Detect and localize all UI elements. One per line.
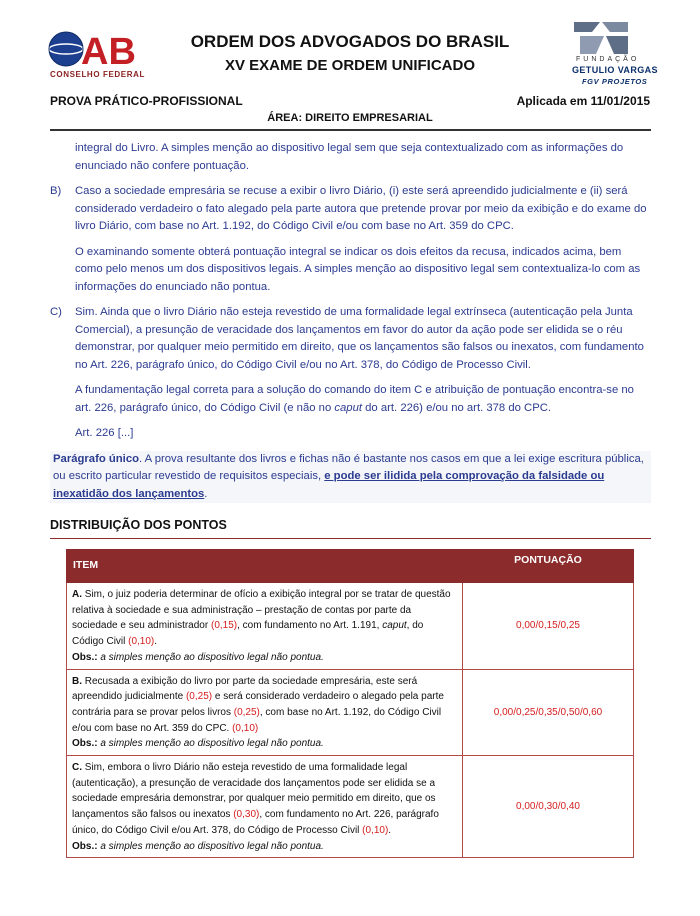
- oab-subtitle: CONSELHO FEDERAL: [50, 70, 145, 79]
- row-b-text3: , com base no Art. 1.192, do Código Civil e/ou com base no Art. 359 do CPC.: [72, 706, 442, 734]
- row-b-text2: e será considerado verdadeiro o alegado pela parte contrária para se provar pelos livros: [72, 691, 444, 718]
- item-c-note: [50, 382, 651, 417]
- row-c-text2: , com fundamento no Art. 226, parágrafo único, do Código Civil e/ou Art. 378, do Código de Processo Civil: [72, 809, 439, 836]
- row-c-text3: .: [388, 824, 392, 836]
- row-a-obs-label: Obs.:: [72, 651, 98, 663]
- applied-date: Aplicada em 11/01/2015: [516, 94, 650, 108]
- table-row-c: [67, 756, 634, 858]
- article-reference: Art. 226 [...]: [75, 427, 134, 439]
- answer-content: [50, 140, 651, 511]
- item-b-note: O examinando somente obterá pontuação integral se indicar os dois efeitos da recusa, indicados acima, bem como pelo menos um dos dispositivos legais. A simples menção ao dispositivo legal sem contextualiza-lo com as informações do enunciado não pontua.: [75, 245, 641, 293]
- fgv-name-label: GETULIO VARGAS: [572, 65, 658, 75]
- row-c-obs: [72, 839, 457, 855]
- item-c: [50, 304, 651, 374]
- row-b-obs-text: a simples menção ao dispositivo legal não pontua.: [97, 738, 324, 750]
- row-a-text4: .: [154, 636, 158, 648]
- row-c-description: [67, 756, 463, 858]
- intro-paragraph: integral do Livro. A simples menção ao dispositivo legal sem que seja contextualizado com as informações do enunciado não confere pontuação.: [75, 142, 624, 172]
- row-b-points3: (0,10): [232, 722, 259, 734]
- row-b-points1: (0,25): [185, 691, 213, 703]
- quote-underlined: e pode ser ilidida pela comprovação da falsidade ou inexatidão dos lançamentos: [53, 470, 605, 500]
- item-c-note-post: do art. 226) e/ou no art. 378 do CPC.: [362, 401, 552, 414]
- exam-type: PROVA PRÁTICO-PROFISSIONAL: [50, 94, 243, 108]
- row-c-obs-label: Obs.:: [72, 840, 98, 852]
- row-c-points2: (0,10): [362, 824, 389, 836]
- row-a-obs: [72, 650, 457, 666]
- exam-area: ÁREA: DIREITO EMPRESARIAL: [267, 112, 433, 124]
- exam-title-line1: ORDEM DOS ADVOGADOS DO BRASIL: [190, 32, 510, 51]
- row-a-text2: , com fundamento no Art. 1.191,: [237, 620, 383, 632]
- row-a-description: [67, 583, 463, 670]
- row-b-points2: (0,25): [233, 706, 260, 718]
- section-divider: [50, 538, 651, 539]
- row-a-text3: , do Código Civil: [72, 620, 424, 648]
- item-c-label: C): [50, 306, 62, 318]
- quote-heading: Parágrafo único: [53, 452, 140, 465]
- col-points-header: PONTUAÇÃO: [463, 550, 634, 583]
- row-c-points: 0,00/0,30/0,40: [463, 756, 634, 858]
- table-row-b: [67, 669, 634, 756]
- row-a-text1: Sim, o juiz poderia determinar de ofício a exibição integral por se tratar de questão relativa à sociedade e sua administração – prestação de contas por parte da sociedade e seu administrador: [72, 589, 451, 632]
- row-c-points1: (0,30): [233, 809, 260, 821]
- fgv-foundation-label: FUNDAÇÃO: [576, 56, 640, 63]
- item-c-note-pre: A fundamentação legal correta para a solução do comando do item C e atribuição de pontuação encontra-se no art. 226, parágrafo único, do Código Civil (e não no: [75, 384, 634, 414]
- row-c-label: C.: [72, 762, 82, 774]
- item-c-text: Sim. Ainda que o livro Diário não esteja revestido de uma formalidade legal extrínseca (autenticação pela Junta Comercial), a presunção de veracidade dos lançamentos em favor do autor da ação pode ser elidida se o réu demonstrar, por qualquer meio permitido em direito, que os lançamentos são falsos ou inexatos, com fundamento no Art. 226, parágrafo único, do Código Civil e/ou no Art. 378, do Código de Processo Civil.: [75, 306, 644, 371]
- fgv-projects-label: FGV PROJETOS: [582, 77, 648, 86]
- header-divider: [50, 129, 651, 131]
- table-header-row: [67, 550, 634, 583]
- row-b-obs-label: Obs.:: [72, 738, 98, 750]
- item-c-note-caput: caput: [334, 401, 363, 414]
- row-a-points: 0,00/0,15/0,25: [463, 583, 634, 670]
- row-b-label: B.: [72, 675, 82, 687]
- quote-text: . A prova resultante dos livros e fichas não é bastante nos casos em que a lei exige escritura pública, ou escrito particular revestido de requisitos especiais,: [53, 452, 644, 482]
- row-b-obs: [72, 736, 457, 752]
- svg-text:AB: AB: [81, 31, 136, 73]
- row-a-points1: (0,15): [210, 620, 238, 632]
- row-b-points: 0,00/0,25/0,35/0,50/0,60: [463, 669, 634, 756]
- item-b-label: B): [50, 185, 62, 197]
- points-table: [66, 549, 634, 858]
- item-b-text: Caso a sociedade empresária se recuse a exibir o livro Diário, (i) este será apreendido judicialmente e (ii) será considerado verdadeiro o fato alegado pela parte autora que pretende provar por meio da exibição e do exame do livro Diário, com base no Art. 1.192, do Código Civil e/ou com base no Art. 359 do CPC.: [75, 185, 647, 232]
- row-a-points2: (0,10): [128, 636, 155, 648]
- table-row-a: [67, 583, 634, 670]
- col-item-header: ITEM: [67, 550, 463, 583]
- fgv-logo: [570, 20, 632, 56]
- law-quote: [50, 451, 651, 504]
- item-b: [50, 183, 651, 236]
- row-b-description: [67, 669, 463, 756]
- quote-end: .: [204, 487, 208, 500]
- row-a-caput: caput: [382, 620, 407, 632]
- row-b-text1: Recusada a exibição do livro por parte da sociedade empresária, este será apreendido judicialmente: [72, 675, 418, 703]
- section-title: DISTRIBUIÇÃO DOS PONTOS: [50, 518, 227, 532]
- row-a-label: A.: [72, 589, 82, 600]
- row-c-text1: Sim, embora o livro Diário não esteja revestido de uma formalidade legal (autenticação), a presunção de veracidade dos lançamentos pode ser elidida se a sociedade empresária demonstrar, por qualquer meio permitido em direito, que os lançamentos são falsos ou inexatos: [72, 762, 436, 821]
- row-a-obs-text: a simples menção ao dispositivo legal não pontua.: [97, 651, 324, 663]
- exam-title-line2: XV EXAME DE ORDEM UNIFICADO: [224, 57, 476, 74]
- row-c-obs-text: a simples menção ao dispositivo legal não pontua.: [97, 840, 324, 852]
